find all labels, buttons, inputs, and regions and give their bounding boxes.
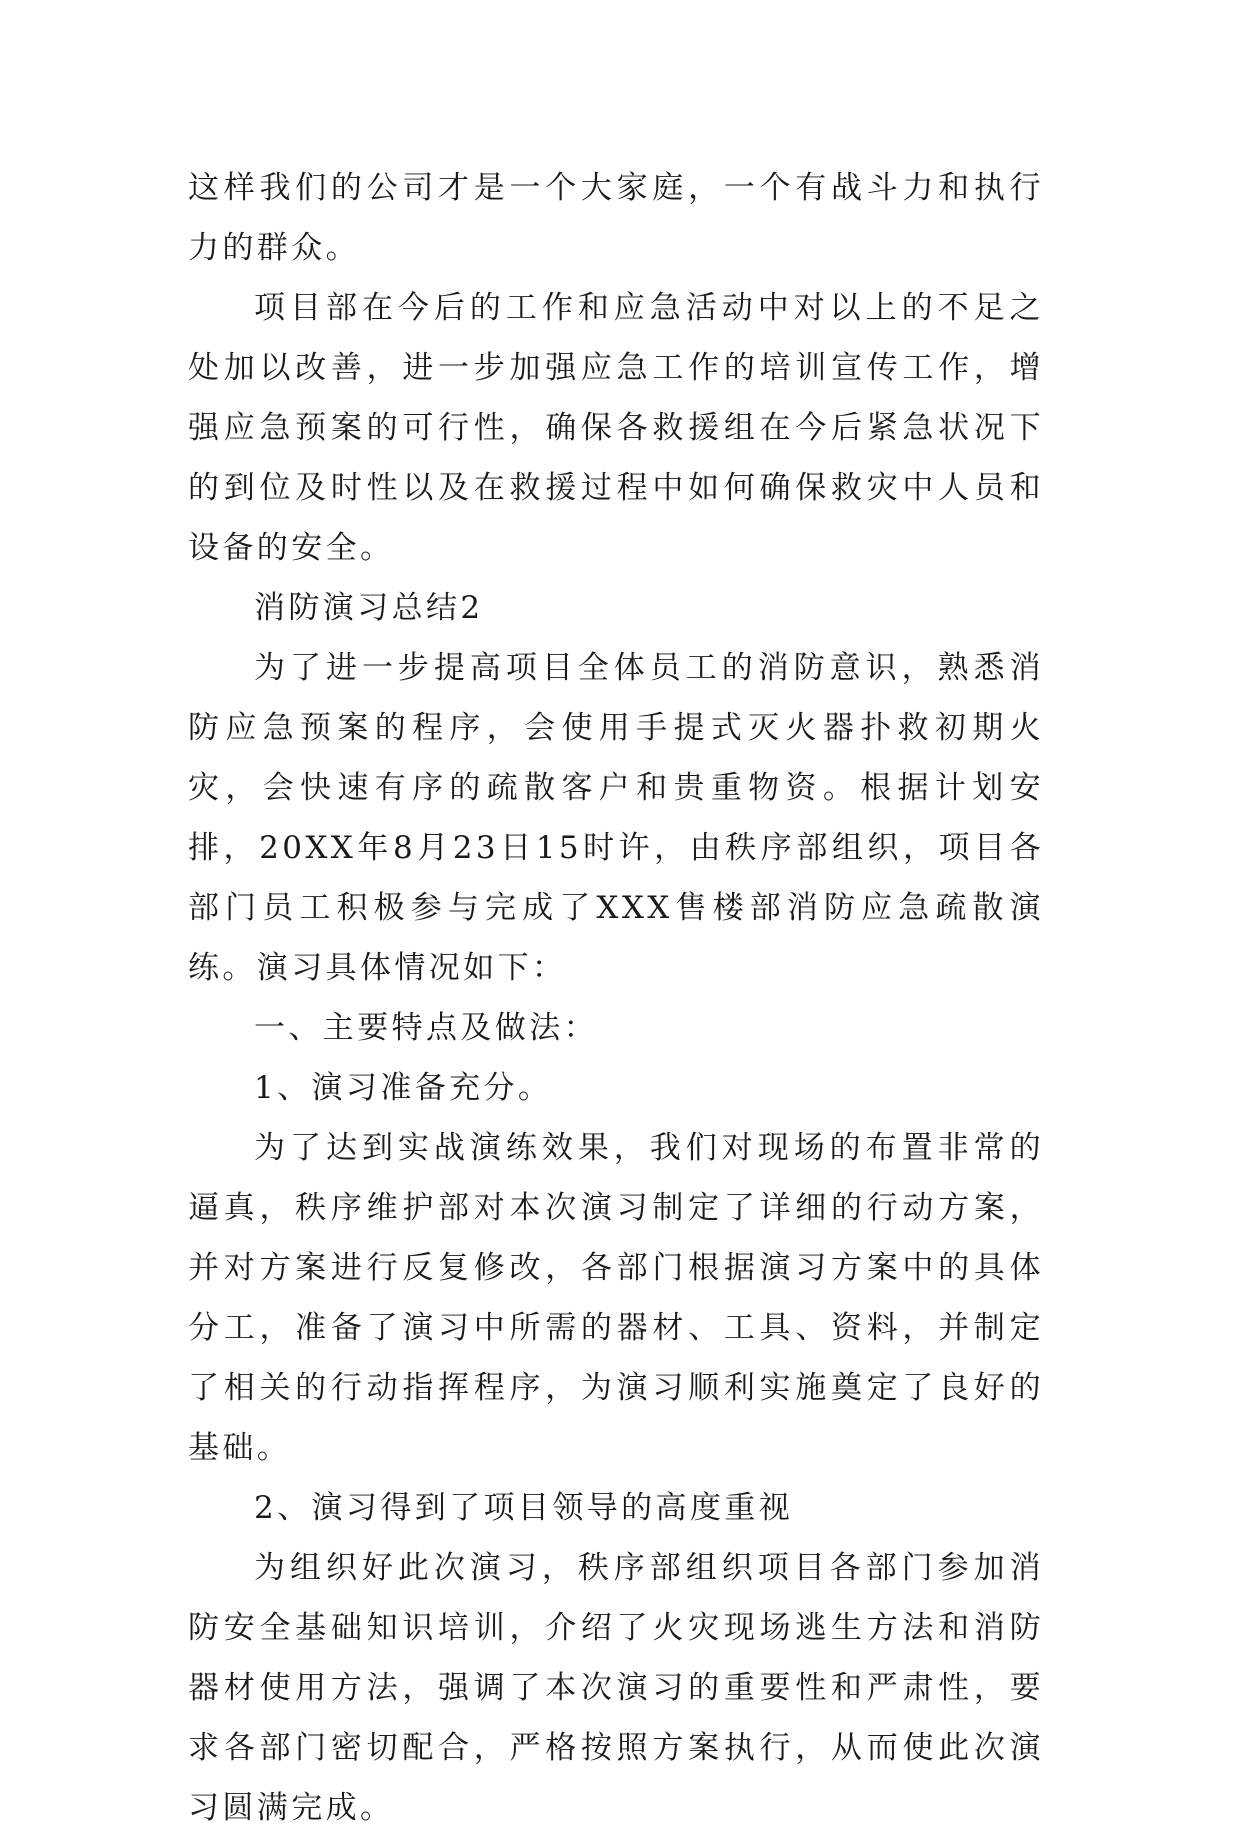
paragraph-1: 这样我们的公司才是一个大家庭，一个有战斗力和执行力的群众。 bbox=[188, 170, 1044, 266]
subheading-item-2: 2、演习得到了项目领导的高度重视 bbox=[254, 1490, 794, 1526]
paragraph-4: 为了达到实战演练效果，我们对现场的布置非常的逼真，秩序维护部对本次演习制定了详细的行动方案，并对方案进行反复修改，各部门根据演习方案中的具体分工，准备了演习中所需的器材、工具、资料，并制定了相关的行动指挥程序，为演习顺利实施奠定了良好的基础。 bbox=[188, 1130, 1044, 1466]
document-body bbox=[188, 158, 1044, 1838]
subheading-item-1: 1、演习准备充分。 bbox=[254, 1070, 553, 1106]
paragraph-2: 项目部在今后的工作和应急活动中对以上的不足之处加以改善，进一步加强应急工作的培训宣传工作，增强应急预案的可行性，确保各救援组在今后紧急状况下的到位及时性以及在救援过程中如何确保救灾中人员和设备的安全。 bbox=[188, 290, 1044, 566]
subheading-features: 一、主要特点及做法： bbox=[254, 1010, 598, 1046]
paragraph-5: 为组织好此次演习，秩序部组织项目各部门参加消防安全基础知识培训，介绍了火灾现场逃生方法和消防器材使用方法，强调了本次演习的重要性和严肃性，要求各部门密切配合，严格按照方案执行，从而使此次演习圆满完成。 bbox=[188, 1550, 1044, 1826]
section-heading-summary-2: 消防演习总结2 bbox=[254, 590, 484, 626]
paragraph-3: 为了进一步提高项目全体员工的消防意识，熟悉消防应急预案的程序，会使用手提式灭火器扑救初期火灾，会快速有序的疏散客户和贵重物资。根据计划安排，20XX年8月23日15时许，由秩序部组织，项目各部门员工积极参与完成了XXX售楼部消防应急疏散演练。演习具体情况如下： bbox=[188, 650, 1044, 986]
